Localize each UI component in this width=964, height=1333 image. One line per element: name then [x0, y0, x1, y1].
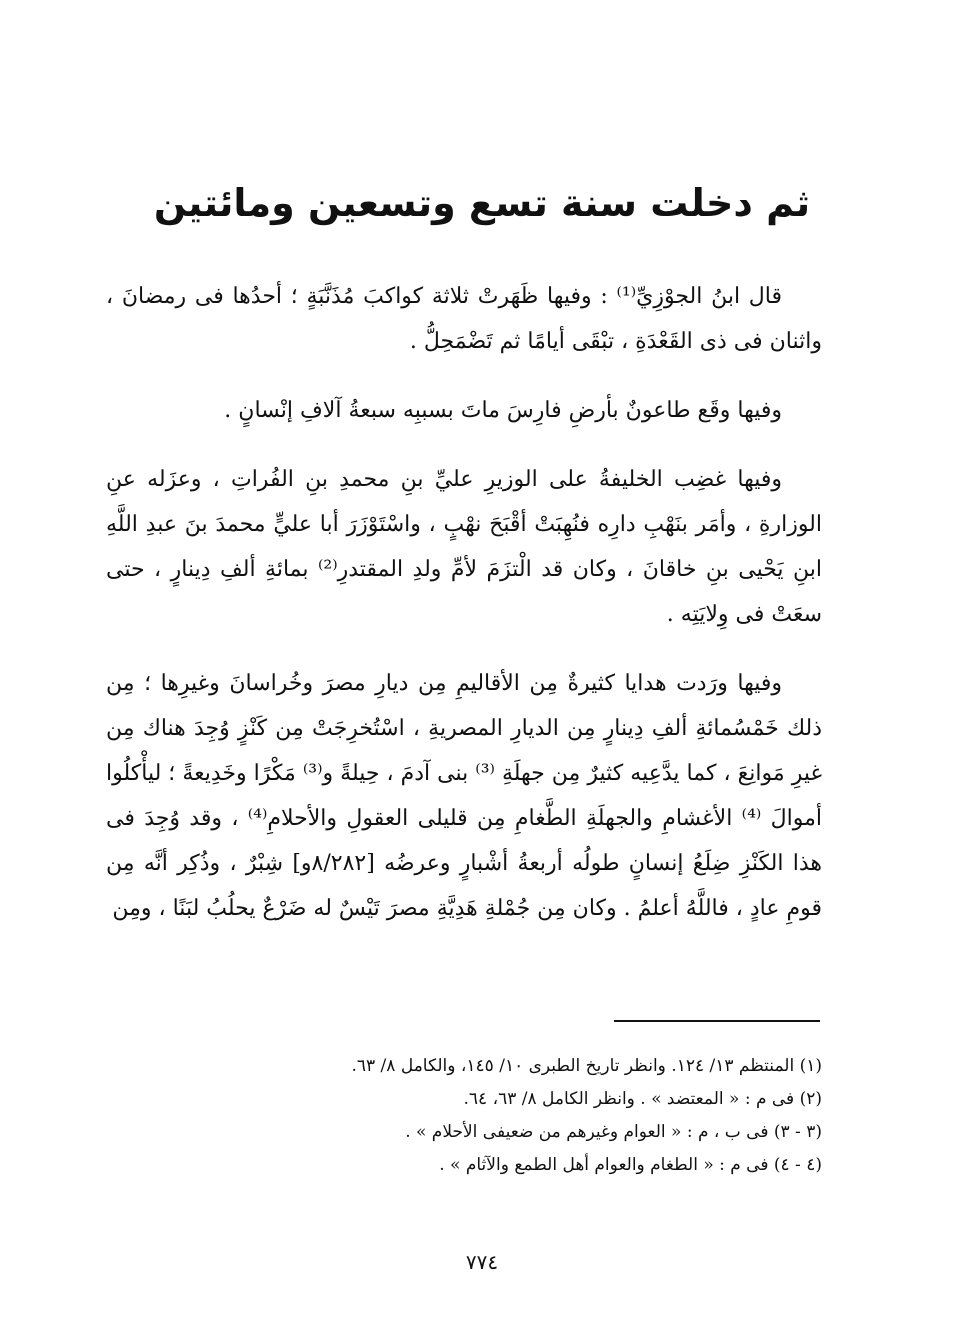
- footnote-3: (٣ - ٣) فى ب ، م : « العوام وغيرهم من ضعيفى الأحلام » .: [405, 1122, 822, 1142]
- footnote-separator: [614, 1020, 820, 1022]
- paragraph-plague: وفيها وقَع طاعونٌ بأرضِ فارِسَ ماتَ بسببِه سبعةُ آلافِ إنْسانٍ .: [224, 398, 782, 423]
- footnotes: [106, 1050, 822, 1182]
- paragraph-gifts: وفيها ورَدت هدايا كثيرةٌ مِن الأقاليمِ مِن ديارِ مصرَ وخُراسانَ وغيرِها ؛ مِن ذلك خَمْسُمائةِ ألفِ دِينارٍ مِن الديارِ المصريةِ ، اسْتُخرِجَتْ مِن كَنْزٍ وُجِدَ هناك مِن غيرِ مَوانِعَ ، كما يدَّعِيه كثيرٌ مِن جهلَةِ ⁽³⁾ بنى آدمَ ، حِيلةً و⁽³⁾ مَكْرًا وخَدِيعةً ؛ ليأْكلُوا أموالَ ⁽⁴⁾ الأغشامِ والجهلَةِ الطَّغامِ مِن قليلى العقولِ والأحلامِ⁽⁴⁾ ، وقد وُجِدَ فى هذا الكَنْزِ ضِلَعُ إنسانٍ طولُه أربعةُ أشْبارٍ وعرضُه [٨/٢٨٢و] شِبْرٌ ، وذُكِر أنَّه مِن قومِ عادٍ ، فاللَّهُ أعلمُ . وكان مِن جُمْلةِ هَدِيَّةِ مصرَ تَيْسٌ له ضَرْعٌ يحلُبُ لبَنًا ، ومِن: [106, 671, 822, 921]
- paragraph-ibn-aljawzi: قال ابنُ الجوْزِيِّ⁽¹⁾ : وفيها ظَهَرتْ ثلاثة كواكبَ مُذَنَّبَةٍ ؛ أحدُها فى رمضانَ ، واثنان فى ذى القَعْدَةِ ، تبْقَى أيامًا ثم تَضْمَحِلُّ .: [106, 284, 822, 354]
- page-number: ٧٧٤: [465, 1250, 499, 1274]
- footnote-4: (٤ - ٤) فى م : « الطغام والعوام أهل الطمع والآثام » .: [439, 1155, 822, 1175]
- chapter-title: ثم دخلت سنة تسع وتسعين ومائتين: [153, 181, 811, 226]
- body-text: [106, 274, 822, 931]
- footnote-2: (٢) فى م : « المعتضد » . وانظر الكامل ٨/ ٦٣، ٦٤.: [463, 1089, 822, 1109]
- paragraph-vizier: وفيها غضِب الخليفةُ على الوزيرِ عليِّ بنِ محمدِ بنِ الفُراتِ ، وعزَله عنِ الوزارةِ ، وأمَر بنَهْبِ دارِه فنُهِبَتْ أقْبَحَ نهْبٍ ، واسْتَوْزَرَ أبا عليٍّ محمدَ بنَ عبدِ اللَّهِ ابنِ يَحْيى بنِ خاقانَ ، وكان قد الْتزَمَ لأمِّ ولدِ المقتدرِ⁽²⁾ بمائةِ ألفِ دِينارٍ ، حتى سعَتْ فى وِلايَتِه .: [106, 467, 822, 627]
- footnote-1: (١) المنتظم ١٣/ ١٢٤. وانظر تاريخ الطبرى ١٠/ ١٤٥، والكامل ٨/ ٦٣.: [351, 1056, 822, 1076]
